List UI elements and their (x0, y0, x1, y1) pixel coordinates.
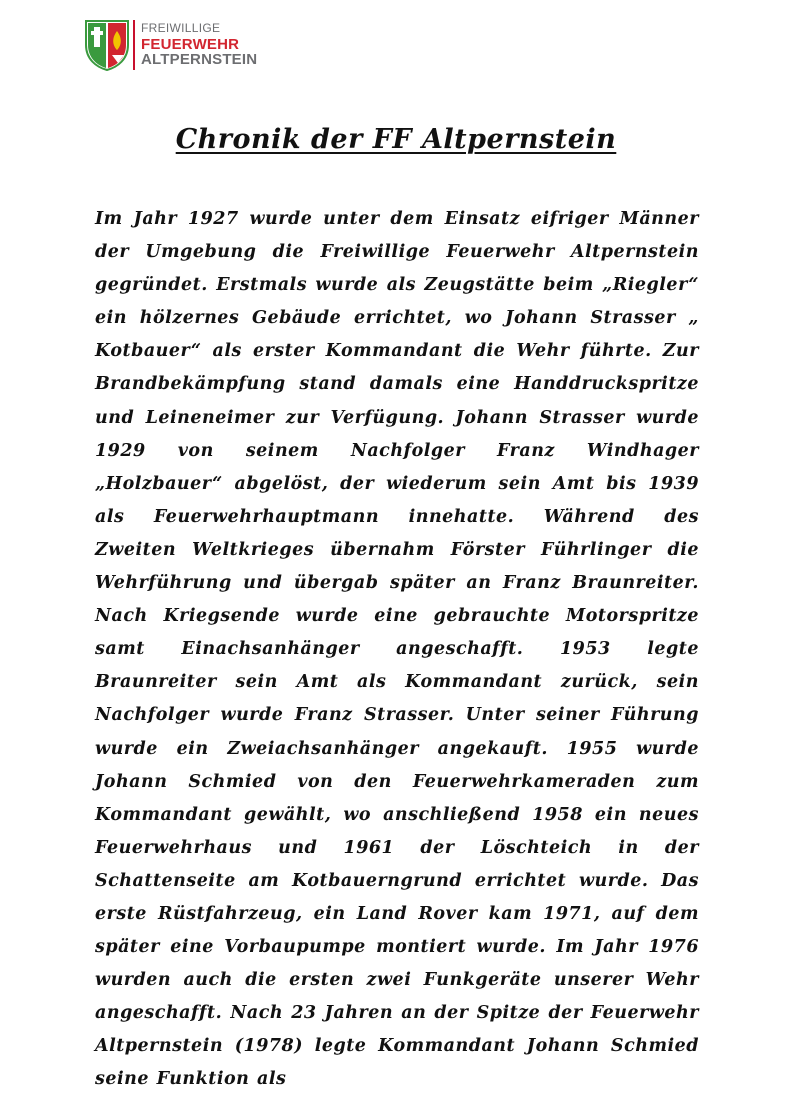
crest-icon (84, 19, 130, 71)
logo-divider (133, 20, 135, 70)
logo-line-altpernstein: ALTPERNSTEIN (141, 51, 258, 69)
logo-line-feuerwehr: FEUERWEHR (141, 35, 240, 53)
fire-brigade-logo (84, 18, 257, 72)
logo-line-freiwillige: FREIWILLIGE (141, 20, 221, 35)
document-title: Chronik der FF Altpernstein (175, 124, 617, 155)
logo-text (141, 22, 257, 68)
chronicle-paragraph: Im Jahr 1927 wurde unter dem Einsatz eifriger Männer der Umgebung die Freiwillige Feuerwehr Altpernstein gegründet. Erstmals wurde als Zeugstätte beim „Riegler“ ein hölzernes Gebäude errichtet, wo Johann Strasser „ Kotbauer“ als erster Kommandant die Wehr führte. Zur Brandbekämpfung stand damals eine Handdruckspritze und Leineneimer zur Verfügung. Johann Strasser wurde 1929 von seinem Nachfolger Franz Windhager „Holzbauer“ abgelöst, der wiederum sein Amt bis 1939 als Feuerwehrhauptmann innehatte. Während des Zweiten Weltkrieges übernahm Förster Führlinger die Wehrführung und übergab später an Franz Braunreiter. Nach Kriegsende wurde eine gebrauchte Motorspritze samt Einachsanhänger angeschafft. 1953 legte Braunreiter sein Amt als Kommandant zurück, sein Nachfolger wurde Franz Strasser. Unter seiner Führung wurde ein Zweiachsanhänger angekauft. 1955 wurde Johann Schmied von den Feuerwehrkameraden zum Kommandant gewählt, wo anschließend 1958 ein neues Feuerwehrhaus und 1961 der Löschteich in der Schattenseite am Kotbauerngrund errichtet wurde. Das erste Rüstfahrzeug, ein Land Rover kam 1971, auf dem später eine Vorbaupumpe montiert wurde. Im Jahr 1976 wurden auch die ersten zwei Funkgeräte unserer Wehr angeschafft. Nach 23 Jahren an der Spitze der Feuerwehr Altpernstein (1978) legte Kommandant Johann Schmied seine Funktion als (95, 209, 699, 1090)
